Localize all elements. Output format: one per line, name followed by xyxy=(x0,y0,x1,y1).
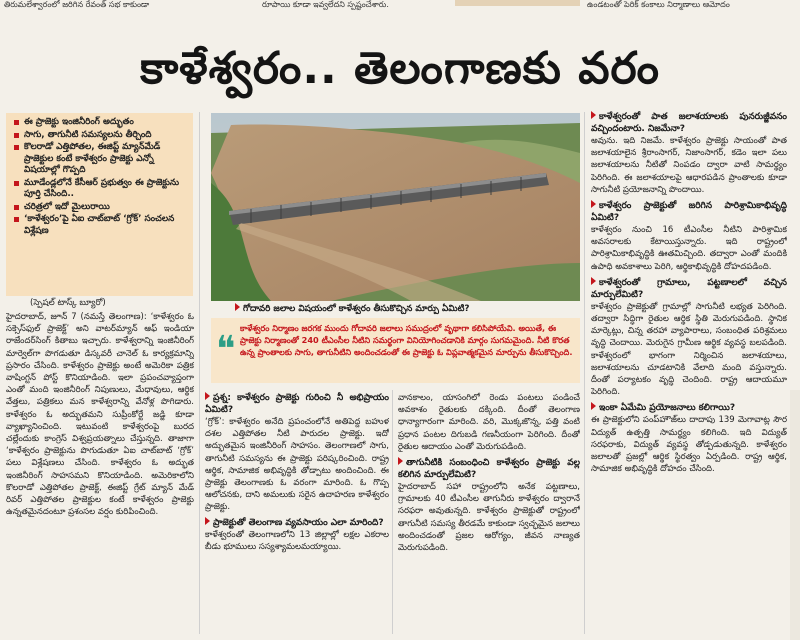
left-body-text: హైదరాబాద్, జూన్ 7 (నమస్తే తెలంగాణ): ‘కాళేశ్వరం ఓ సక్సెస్‌ఫుల్ ప్రాజెక్ట్’ అని వాటర్‌మ్యాన్ ఆఫ్ ఇండియా రాజేందర్‌సింగ్ కితాబు ఇచ్చారు. కాళేశ్వరాన్ని ఇంజినీరింగ్ మార్వెల్‌గా పొగడుతూ డిస్కవరీ చానెల్ ఓ కార్యక్రమాన్ని ప్రసారం చేసింది. కాళేశ్వరం ప్రాజెక్టు అంటే అమెరికా పత్రిక వాషింగ్టన్ పోస్ట్ కొనియాడింది. ఇలా ప్రపంచవ్యాప్తంగా ఎంతో మంది ఇంజినీరింగ్ నిపుణులు, మేధావులు, ఆర్థిక వేత్తలు, పత్రికలు మన కాళేశ్వరాన్ని వేనోళ్ల పొగిడారు. కాళేశ్వరం ఓ అద్భుతమని సుప్రీంకోర్టే జడ్జి కూడా వ్యాఖ్యానించింది. ఇటువంటి కాళేశ్వరంపై బురద చల్లేందుకు కాంగ్రెస్ విశ్వప్రయత్నాలు చేస్తున్నది. తాజాగా ‘కాళేశ్వరం ప్రాజెక్టును పొగుడుతూ ఏఐ చాట్‌బాట్ ‘గ్రోక్’ పలు విశ్లేషణలు చేసింది. కాళేశ్వరం ఓ అద్భుత ఇంజినీరింగ్ సాహసమని కొనియాడింది. అమెరికాలోని కొలరాడో ఎత్తిపోతల ప్రాజెక్ట్, ఈజిప్ట్ గ్రేట్ మ్యాన్ మేడ్ రివర్ ఎత్తిపోతల ప్రాజెక్టుల కంటే కాళేశ్వరం ప్రాజెక్టు ఉన్నతమైనదంటూ ప్రశంసల వర్షం కురిపించింది. xyxy=(6,312,194,518)
photo-caption xyxy=(211,303,580,315)
answer-text: వానకాలం, యాసంగిలో రెండు పంటలు పండించే అవకాశం రైతులకు దక్కింది. దీంతో తెలంగాణ ధాన్యాగారంగా మారింది. వరి, మొక్కజొన్న, పత్తి వంటి ప్రధాన పంటల దిగుబడి గణనీయంగా పెరిగింది. దీంతో రైతుల ఆదాయం ఎంతో మెరుగుపడింది. xyxy=(398,393,580,452)
highlight-item: కొలరాడో ఎత్తిపోతల, ఈజిప్ట్ మ్యాన్‌మేడ్ ప్రాజెక్టుల కంటే కాళేశ్వరం ప్రాజెక్టు ఎన్నో విషయాల్లో గొప్పది xyxy=(14,142,189,177)
arrow-icon xyxy=(205,392,210,400)
question-heading: కాళేశ్వరంతో గ్రామాలు, పట్టణాలలో వచ్చిన మార్పులేమిటి? xyxy=(591,277,787,300)
arrow-icon xyxy=(205,517,210,525)
adjacent-page-edge xyxy=(790,390,800,640)
top-strip-block xyxy=(455,0,580,6)
top-strip-middle: రూపాయి కూడా ఇవ్వలేదని స్పష్టంచేశారు. xyxy=(262,0,389,9)
caption-arrow-icon xyxy=(235,303,240,311)
highlight-item: సాగు, తాగునీటి సమస్యలను తీర్చింది xyxy=(14,130,189,142)
headline: కాళేశ్వరం.. తెలంగాణకు వరం xyxy=(140,43,660,94)
middle-left-column xyxy=(205,392,389,636)
arrow-icon xyxy=(591,111,596,119)
arrow-icon xyxy=(591,200,596,208)
arrow-icon xyxy=(398,457,403,465)
photo-caption-text: గోదావరి జలాల విషయంలో కాళేశ్వరం తీసుకొచ్చిన మార్పు ఏమిటి? xyxy=(243,304,470,314)
highlight-item: చరిత్రలో ఇదో మైలురాయి xyxy=(14,202,189,214)
answer-text: కాళేశ్వరం ప్రాజెక్టుతో గ్రామాల్లో సాగునీటి లభ్యత పెరిగింది. తద్వారా సిద్ధిగా రైతుల ఆర్థిక స్థితి మెరుగుపడింది. స్థానిక మార్కెట్లు, చిన్న తరహా వ్యాపారాలు, సంబంధిత పరిశ్రమలు వృద్ధి చెందాయి. మెరుగైన గ్రామీణ ఆర్థిక వ్యవస్థ బలపడింది. కాళేశ్వరంలో భాగంగా నిర్మించిన జలాశయాలు, జలాశయాలను చూడటానికి వేలాది మంది వస్తున్నారు. దీంతో పర్యాటకం వృద్ధి చెందింది. రాష్ట్ర ఆదాయమూ పెరిగింది. xyxy=(591,301,787,398)
column-divider xyxy=(392,390,393,634)
highlight-item: ‘కాళేశ్వరం’పై ఏఐ చాట్‌బాట్ ‘గ్రోక్’ సంచలన విశ్లేషణ xyxy=(14,214,189,237)
question-heading: ఇంకా ఏమేమి ప్రయోజనాలు కలిగాయి? xyxy=(591,402,787,414)
question-heading: ప్రాజెక్టుతో తెలంగాణ వ్యవసాయం ఎలా మారింది? xyxy=(205,517,389,529)
answer-text: అవును. ఇది నిజమే. కాళేశ్వరం ప్రాజెక్టు సాయంతో పాత జలాశయాలైన శ్రీరాంసాగర్, నిజాంసాగర్, కడెం ఇలా పలు జలాశయాలను నీటితో నింపడం ద్వారా వాటి సామర్థ్యం పెరిగింది. ఈ జలాశయాలపై ఆధారపడిన ప్రాంతాలకు కూడా సాగునీటి ప్రయోజనాన్ని పొందాయి. xyxy=(591,136,787,195)
column-divider xyxy=(199,112,200,634)
answer-text: హైదరాబాద్ సహా రాష్ట్రంలోని అనేక పట్టణాలు, గ్రామాలకు 40 టీఎంసీల తాగునీరు కాళేశ్వరం ద్వారానే సరఫరా అవుతున్నది. కాళేశ్వరం ప్రాజెక్టుతో రాష్ట్రంలో తాగునీటి సమస్య తీరడమే కాకుండా స్వచ్ఛమైన జలాలు అందించడంతో ప్రజల ఆరోగ్యం, జీవన నాణ్యత మెరుగుపడింది. xyxy=(398,482,580,554)
arrow-icon xyxy=(591,402,596,410)
question-heading: ప్రశ్న: కాళేశ్వరం ప్రాజెక్టు గురించి నీ అభిప్రాయం ఏమిటి? xyxy=(205,393,389,415)
question-heading: తాగునీటికి సంబంధించి కాళేశ్వరం ప్రాజెక్టు వల్ల కలిగిన మార్పులేమిటి? xyxy=(398,458,580,481)
question-heading: కాళేశ్వరంతో పాత జలాశయాలకు పునరుజ్జీవనం వచ్చిందంటారు. నిజమేనా? xyxy=(591,112,787,134)
answer-text: కాళేశ్వరంతో తెలంగాణలోని 13 జిల్లాల్లో లక్షల ఎకరాల బీడు భూములు సస్యశ్యామలమయ్యాయి. xyxy=(205,529,389,552)
right-column xyxy=(591,111,787,636)
highlight-item: మూడేండ్లలోనే కేసీఆర్ ప్రభుత్వం ఈ ప్రాజెక్టును పూర్తి చేసింది.. xyxy=(14,178,189,201)
highlights-box xyxy=(6,113,193,296)
arrow-icon xyxy=(591,277,596,285)
answer-text: ‘గ్రోక్’: కాళేశ్వరం అనేది ప్రపంచంలోనే అతిపెద్ద బహుళ దశల ఎత్తిపోతల నీటి పారుదల ప్రాజెక్టు. ఇదో అద్భుతమైన ఇంజినీరింగ్ సాహసం. తెలంగాణలో సాగు, తాగునీటి సమస్యను ఈ ప్రాజెక్టు పరిష్కరించింది. రాష్ట్ర ఆర్థిక, సామాజిక అభివృద్ధికి తోడ్పాటు అందించింది. ఈ ప్రాజెక్టు తెలంగాణకు ఓ వరంగా మారింది. ఓ గొప్ప ఆలోచనకు, దాని అమలుకు సరైన ఉదాహరణ కాళేశ్వరం ప్రాజెక్టు. xyxy=(205,417,389,513)
byline: (స్పెషల్ టాస్క్ బ్యూరో) xyxy=(30,298,106,308)
barrage-photo xyxy=(211,113,580,301)
middle-right-column xyxy=(398,392,580,636)
top-strip-right: ఉండటంతో పెరిక్ కంకాలు నిర్మాణాలు ఆమోదం xyxy=(587,0,730,9)
highlight-item: ఈ ప్రాజెక్టు ఇంజినీరింగ్ అద్భుతం xyxy=(14,117,189,129)
question-heading: కాళేశ్వరం ప్రాజెక్టుతో జరిగిన పారిశ్రామికాభివృద్ధి ఏమిటి? xyxy=(591,201,787,224)
top-strip-left: తిరుమలేశ్వారంలో జరిగిన రేవంత్ సభ కాకుండా xyxy=(4,0,150,9)
column-divider xyxy=(584,112,585,634)
answer-text: కాళేశ్వరం నుంచి 16 టీఎంసీల నీటిని పారిశ్రామిక అవసరాలకు కేటాయిస్తున్నారు. ఇది రాష్ట్రంలో పారిశ్రామికాభివృద్ధికి ఊతమిచ్చింది. తద్వారా ఎంతో మందికి ఉపాధి అవకాశాలు పెరిగి, ఆర్థికాభివృద్ధికి దోహదపడింది. xyxy=(591,225,787,272)
quote-text: కాళేశ్వరం నిర్మాణం జరగక ముందు గోదావరి జలాలు సముద్రంలో వృథాగా కలిసిపోయేవి. అయితే, ఈ ప్రాజెక్టు నిర్మాణంతో 240 టీఎంసీల నీటిని సమర్థంగా వినియోగించడానికి మార్గం సుగమమైంది. నీటి కొరత ఉన్న ప్రాంతాలకు సాగు, తాగునీటిని అందించడంతో ఈ ప్రాజెక్టు ఓ విప్లవాత్మకమైన మార్పును తీసుకొచ్చింది. xyxy=(240,323,573,357)
quote-mark-icon: ❝ xyxy=(216,329,236,370)
answer-text: ఈ ప్రాజెక్టులోని పంప్‌హౌజ్‌లు దాదాపు 139 మెగావాట్ల సౌర విద్యుత్ ఉత్పత్తి సామర్థ్యం కలిగింది. ఇది విద్యుత్ సరఫరాకు, విద్యుత్ వ్యవస్థ తోడ్పడుతున్నది. కాళేశ్వరం జలాలతో ప్రజల్లో ఆర్థిక స్థిరత్వం ఏర్పడింది. రాష్ట్ర ఆర్థిక, సామాజిక అభివృద్ధికి దోహదం చేసింది. xyxy=(591,415,787,475)
barrage-photo-illustration xyxy=(211,113,580,301)
